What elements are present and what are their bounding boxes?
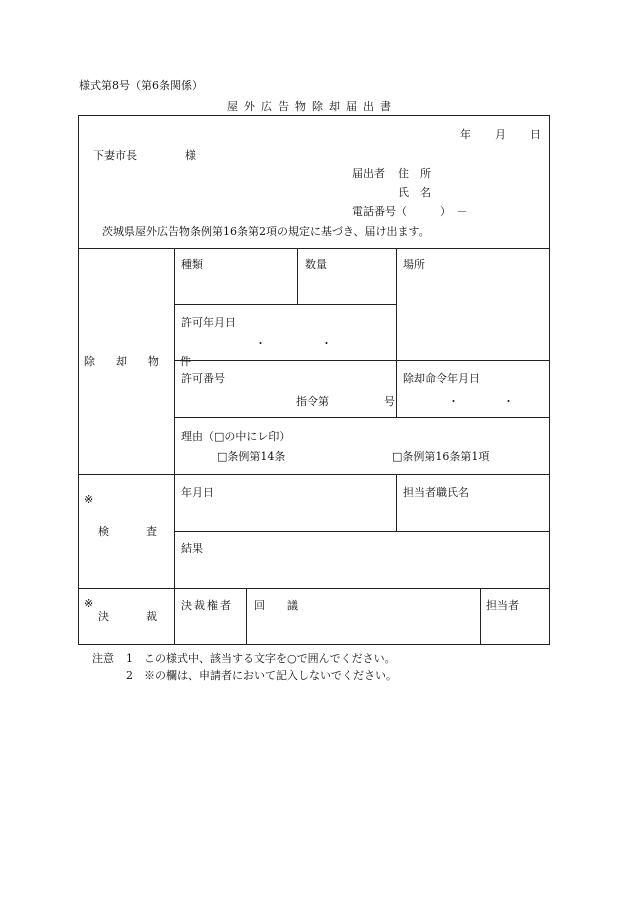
divider-location-column (396, 248, 397, 417)
applicant-address: 住 所 (398, 167, 431, 180)
permit-number-value: 指令第 号 (296, 395, 395, 408)
location-label: 場所 (403, 258, 425, 271)
applicant-phone: 電話番号（ ） － (352, 205, 468, 218)
permit-number-label: 許可番号 (181, 372, 225, 385)
inspection-label: 検 査 (98, 525, 162, 538)
inspection-officer-label: 担当者職氏名 (403, 486, 469, 499)
divider-inspection-officer (396, 474, 397, 531)
form-title: 屋外広告物除却届出書 (227, 100, 397, 113)
divider-review (480, 588, 481, 645)
applicant-name: 氏 名 (398, 186, 431, 199)
decision-authority-label: 決裁権者 (181, 599, 233, 612)
note-2-text: ※の欄は、申請者において記入しないでください。 (144, 669, 397, 682)
decision-officer-label: 担当者 (486, 599, 519, 612)
divider-removal (78, 474, 550, 475)
decision-label: 決 裁 (98, 610, 162, 623)
note-1-number: 1 (126, 652, 133, 665)
notes-heading: 注意 (92, 652, 114, 665)
removal-section-label: 除 却 物 件 (84, 355, 196, 368)
inspection-mark: ※ (84, 493, 94, 506)
date-month: 月 (495, 128, 506, 141)
form-number: 様式第8号（第6条関係） (79, 79, 203, 92)
removal-order-label: 除却命令年月日 (403, 372, 480, 385)
decision-review-label: 回 議 (254, 599, 298, 612)
inspection-date-label: 年月日 (181, 486, 214, 499)
addressee-honorific: 様 (185, 149, 196, 162)
inspection-result-label: 結果 (181, 542, 203, 555)
divider-permit-date (174, 360, 550, 361)
removal-order-dots: ・ ・ (448, 395, 514, 408)
type-label: 種類 (181, 258, 203, 271)
declaration: 茨城県屋外広告物条例第16条第2項の規定に基づき、届け出ます。 (102, 225, 430, 238)
note-2-number: 2 (126, 669, 133, 682)
note-1-text: この様式中、該当する文字を○で囲んでください。 (144, 652, 396, 665)
reason-option-ordinance-14: □条例第14条 (217, 450, 286, 463)
divider-header (78, 248, 550, 249)
divider-label-column (174, 248, 175, 645)
date-year: 年 (460, 128, 471, 141)
reason-option-ordinance-16: □条例第16条第1項 (392, 450, 490, 463)
divider-inspection-date (174, 531, 550, 532)
divider-authority (246, 588, 247, 645)
divider-permit-number (174, 417, 550, 418)
reason-label: 理由（□の中にレ印） (181, 430, 291, 443)
applicant-label: 届出者 (352, 167, 385, 180)
decision-mark: ※ (84, 597, 94, 610)
addressee-mayor: 下妻市長 (93, 149, 137, 162)
divider-type-quantity (297, 248, 298, 304)
quantity-label: 数量 (305, 258, 327, 271)
date-day: 日 (530, 128, 541, 141)
permit-date-label: 許可年月日 (181, 316, 236, 329)
permit-date-dots: ・ ・ (255, 337, 332, 350)
divider-type-row (174, 304, 396, 305)
